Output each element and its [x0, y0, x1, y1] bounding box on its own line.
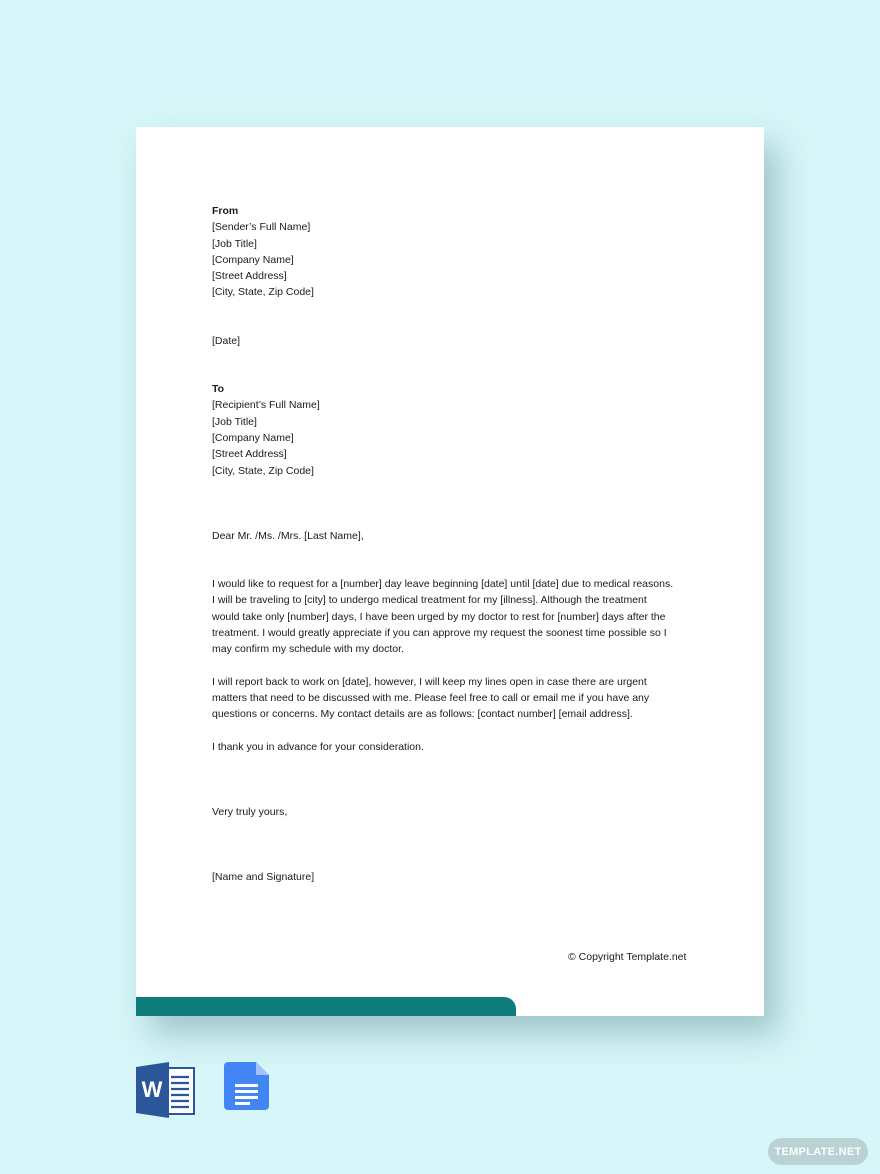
word-letter: W	[141, 1077, 163, 1102]
to-line: [Street Address]	[212, 448, 287, 461]
template-net-badge[interactable]: TEMPLATE.NET	[768, 1138, 868, 1165]
to-line: [Recipient’s Full Name]	[212, 399, 320, 412]
from-line: [Sender’s Full Name]	[212, 221, 311, 234]
paragraph-3: I thank you in advance for your consideration.	[212, 740, 424, 753]
paragraph-line: questions or concerns. My contact details are as follows: [contact number] [email address].	[212, 708, 633, 721]
paragraph-line: I will report back to work on [date], however, I will keep my lines open in case there are urgent	[212, 675, 647, 688]
letter-date: [Date]	[212, 334, 241, 347]
letter-page	[136, 127, 764, 1016]
paragraph-line: I will be traveling to [city] to undergo medical treatment for my [illness]. Although the treatment	[212, 594, 647, 607]
from-line: [City, State, Zip Code]	[212, 286, 314, 299]
paragraph-line: may confirm my schedule with my doctor.	[212, 643, 404, 656]
paragraph-line: I would like to request for a [number] day leave beginning [date] until [date] due to medical reasons.	[212, 578, 674, 591]
from-line: [Company Name]	[212, 253, 294, 266]
to-line: [City, State, Zip Code]	[212, 464, 314, 477]
paragraph-line: matters that need to be discussed with me. Please feel free to call or email me if you have any	[212, 691, 650, 704]
microsoft-word-icon[interactable]	[136, 1062, 196, 1118]
from-heading: From	[212, 205, 239, 217]
closing: Very truly yours,	[212, 805, 288, 818]
to-heading: To	[212, 383, 225, 396]
signature-placeholder: [Name and Signature]	[212, 871, 315, 884]
google-docs-icon[interactable]	[224, 1062, 269, 1110]
copyright-notice: © Copyright Template.net	[568, 951, 687, 963]
from-line: [Job Title]	[212, 237, 257, 250]
from-line: [Street Address]	[212, 270, 287, 283]
paragraph-1	[212, 576, 692, 657]
teal-footer-bar	[136, 997, 516, 1016]
letter-body	[212, 203, 692, 885]
paragraph-line: would take only [number] days, I have been urged by my doctor to rest for [number] days after the	[212, 610, 666, 623]
to-line: [Job Title]	[212, 415, 257, 428]
salutation: Dear Mr. /Ms. /Mrs. [Last Name],	[212, 529, 364, 542]
paragraph-2	[212, 674, 692, 723]
to-line: [Company Name]	[212, 431, 294, 444]
paragraph-line: treatment. I would greatly appreciate if you can approve my request the soonest time possible so I	[212, 627, 667, 640]
